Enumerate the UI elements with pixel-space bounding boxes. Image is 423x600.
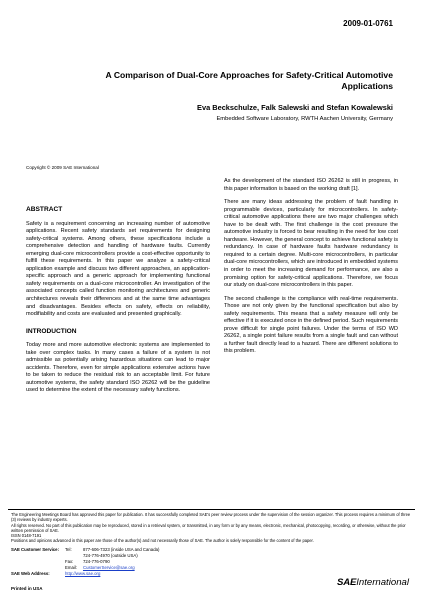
email-label: Email: [65, 564, 77, 570]
footer-line: The Engineering Meetings Board has approved this paper for publication. It has successfully completed SAE's peer review process under the supervision of the session organizer. This process requires a minimum of three (3) reviews by industry experts. [11, 512, 411, 523]
email-link[interactable]: CustomerService@sae.org [82, 564, 135, 570]
introduction-text: Today more and more automotive electronic systems are implemented to take over complex tasks. In many cases a failure of a system is not admissible as potentially arising hazardous situations can lead to major accidents. Therefore, even for simple applications extensive actions have to be taken to reduce the residual risk to an acceptable limit. For future automotive systems, the safety standard ISO 26262 will be the guideline used to determine the extent of the necessary safety functions. [26, 342, 210, 394]
introduction-heading: INTRODUCTION [26, 327, 77, 335]
right-paragraph: As the development of the standard ISO 26262 is still in progress, in this paper information is based on the working draft [1]. [224, 178, 398, 192]
logo-sae: SAE [337, 577, 357, 588]
right-paragraph: There are many ideas addressing the problem of fault handling in programmable devices, particularly for microcontrollers. In safety-critical automotive applications there are two major challenges which have to be dealt with. The first challenge is the cost pressure the automotive industry is forced to bear resulting in the need for low cost hardware. However, the general concept to achieve functional safety is redundancy. In case of hardware faults hardware redundancy is required to a certain degree. Multi-core microcontrollers, in particular dual-core microcontrollers, which are introduced in embedded systems in order to meet the increasing demand for performance, are also a promising option for safety-critical applications. Therefore, we focus our study on dual-core microcontrollers in this paper. [224, 199, 398, 289]
fax-number: 724-776-0790 [82, 558, 110, 564]
logo-international: International [356, 577, 409, 588]
fax-label: Fax: [65, 558, 74, 564]
right-paragraph: The second challenge is the compliance with real-time requirements. Those are not only given by the functional specification but also by safety requirements. This means that a safety measure will only be effective if it is executed once in the defined period. Such requirements prove difficult for single point failures. Under the terms of ISO WD 26262, a single point failure results from a single fault and can without a further fault directly lead to a hazard. There are different solutions to this problem. [224, 295, 398, 355]
footer-notice [11, 512, 413, 544]
footer-divider [8, 509, 415, 510]
customer-service-label: SAE Customer Service: [11, 547, 60, 552]
right-column [224, 178, 398, 362]
footer-line: ISSN 0148-7191 [11, 533, 42, 539]
web-address-label: SAE Web Address: [11, 570, 50, 576]
authors: Eva Beckschulze, Falk Salewski and Stefan Kowalewski [197, 103, 393, 112]
tel-number: 877-606-7323 (inside USA and Canada) [82, 547, 160, 552]
paper-title: A Comparison of Dual-Core Approaches for Safety-Critical Automotive Applications [105, 70, 393, 91]
abstract-heading: ABSTRACT [26, 206, 63, 213]
contact-block [11, 547, 165, 577]
tel-label: Tel: [65, 547, 72, 552]
affiliation: Embedded Software Laboratory, RWTH Aachen University, Germany [216, 116, 393, 122]
tel-number: 724-776-4970 (outside USA) [82, 552, 138, 558]
footer-line: Positions and opinions advanced in this paper are those of the author(s) and not necessarily those of SAE. The author is solely responsible for the content of the paper. [11, 538, 314, 544]
footer-line: All rights reserved. No part of this publication may be reproduced, stored in a retrieval system, or transmitted, in any form or by any means, electronic, mechanical, photocopying, recording, or otherwise, without the prior written permission of SAE. [11, 522, 406, 533]
paper-number: 2009-01-0761 [343, 19, 393, 28]
copyright-notice: Copyright © 2009 SAE International [26, 165, 99, 170]
web-link[interactable]: http://www.sae.org [65, 570, 101, 576]
sae-international-logo [337, 577, 409, 588]
abstract-text: Safety is a requirement concerning an increasing number of automotive applications. Recent safety standards set requirements for designing safety-critical systems. Among others, these specifications include a comprehensive detection and handling of hardware faults. Currently emerging dual-core microcontrollers provide a cost-effective opportunity to fulfill these requirements. In this paper we analyze a safety-critical application example and discuss two different approaches, an application-specific approach and a generic approach for implementing functional safety requirements on a dual-core microcontroller. An investigation of the associated concepts called function monitoring architectures and generic architectures reveals their differences and at the same time advantages and disadvantages. Besides effects on safety, effects on reliability, modifiability and costs are evaluated and presented graphically. [26, 220, 210, 318]
left-column [26, 206, 210, 401]
printed-in-usa: Printed in USA [11, 586, 43, 591]
